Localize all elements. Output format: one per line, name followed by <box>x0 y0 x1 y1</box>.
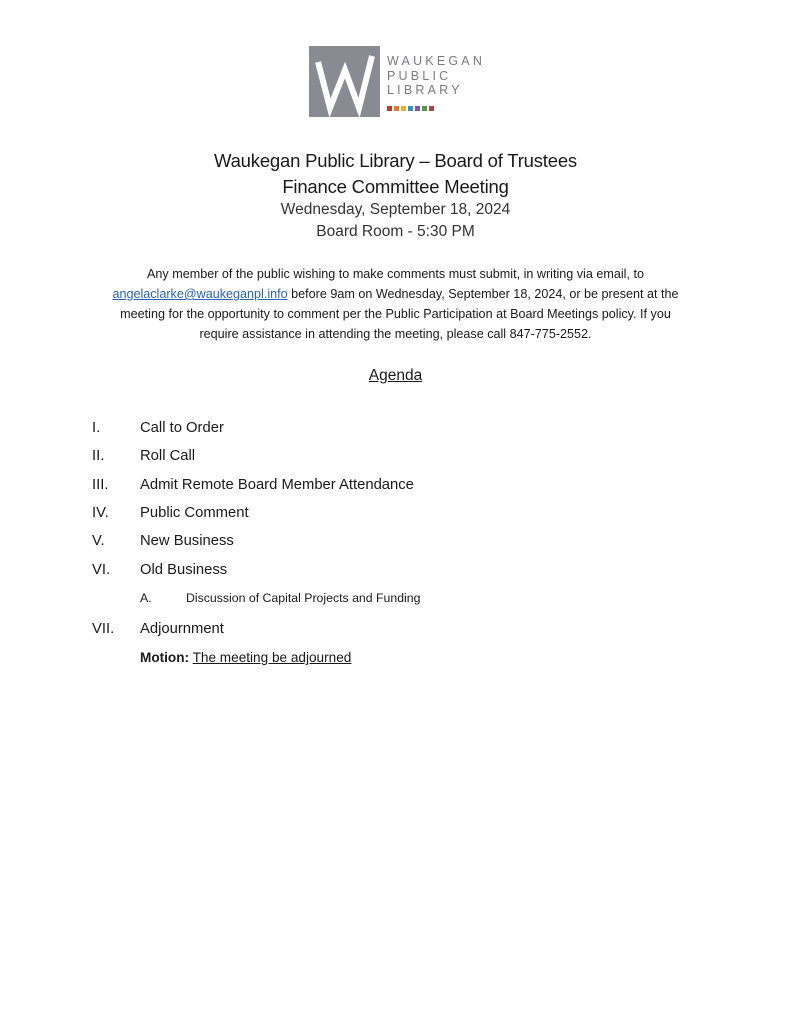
meeting-location: Board Room - 5:30 PM <box>316 223 475 240</box>
logo-wordmark <box>387 54 485 98</box>
notice-line-3: meeting for the opportunity to comment per the Public Participation at Board Meetings policy. If you <box>120 307 671 321</box>
agenda-item-label: Call to Order <box>140 420 224 436</box>
logo-dot <box>387 106 392 111</box>
logo-dot <box>394 106 399 111</box>
logo-dot <box>429 106 434 111</box>
notice-line-1: Any member of the public wishing to make comments must submit, in writing via email, to <box>147 267 644 281</box>
agenda-item-number: V. <box>92 533 105 549</box>
logo-mark <box>309 46 380 117</box>
agenda-item-label: Admit Remote Board Member Attendance <box>140 477 414 493</box>
logo-dot <box>422 106 427 111</box>
w-letter-icon <box>309 46 380 117</box>
agenda-item-number: VI. <box>92 562 111 578</box>
notice-line-2-text: before 9am on Wednesday, September 18, 2024, or be present at the <box>287 287 679 301</box>
agenda-item-label: New Business <box>140 533 234 549</box>
logo-color-dots <box>387 106 436 111</box>
logo-dot <box>415 106 420 111</box>
logo-line-2: PUBLIC <box>387 68 452 83</box>
agenda-heading: Agenda <box>368 367 423 384</box>
agenda-item-number: III. <box>92 477 109 493</box>
motion-label: Motion: <box>140 650 190 665</box>
notice-line-2 <box>98 284 693 304</box>
logo-dot <box>401 106 406 111</box>
agenda-item-label: Roll Call <box>140 448 196 464</box>
agenda-item-label: Adjournment <box>140 621 224 637</box>
agenda-item-number: II. <box>92 448 105 464</box>
agenda-item-number: VII. <box>92 621 115 637</box>
document-title: Waukegan Public Library – Board of Trustees <box>214 150 577 171</box>
logo-line-3: LIBRARY <box>387 83 463 97</box>
agenda-item-label: Old Business <box>140 562 228 578</box>
agenda-item-number: IV. <box>92 505 109 521</box>
logo-line-1: WAUKEGAN <box>387 54 486 68</box>
library-logo <box>309 46 489 118</box>
notice-line-4: require assistance in attending the meeting, please call 847-775-2552. <box>199 327 592 341</box>
logo-dot <box>408 106 413 111</box>
agenda-subitem-label: Discussion of Capital Projects and Funding <box>186 591 421 605</box>
motion-text: The meeting be adjourned <box>192 650 352 665</box>
adjournment-motion <box>140 650 351 665</box>
public-comment-notice <box>98 264 693 344</box>
email-link[interactable]: angelaclarke@waukeganpl.info <box>112 287 288 301</box>
meeting-date: Wednesday, September 18, 2024 <box>280 201 511 218</box>
agenda-item-label: Public Comment <box>140 505 249 521</box>
committee-title: Finance Committee Meeting <box>282 176 509 197</box>
agenda-subitem-letter: A. <box>140 591 152 605</box>
agenda-item-number: I. <box>92 420 101 436</box>
